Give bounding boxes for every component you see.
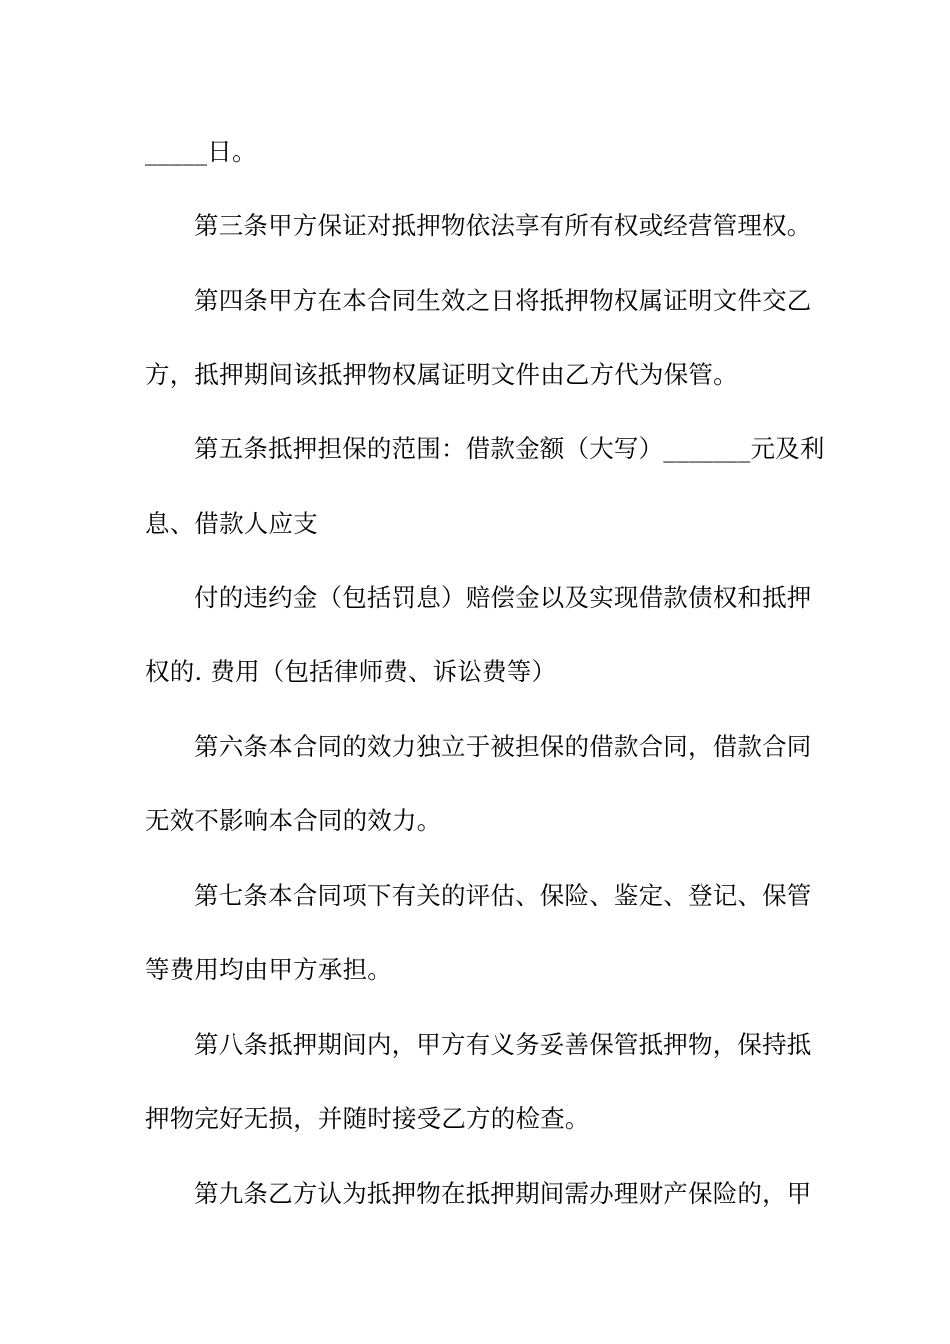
clause-7-line-1: 第七条本合同项下有关的评估、保险、鉴定、登记、保管	[194, 881, 812, 910]
clause-9-line-1: 第九条乙方认为抵押物在抵押期间需办理财产保险的，甲	[194, 1179, 812, 1208]
text-line-date-fragment: _____日。	[145, 137, 257, 166]
clause-4-line-2: 方，抵押期间该抵押物权属证明文件由乙方代为保管。	[145, 360, 738, 389]
clause-8-line-1: 第八条抵押期间内，甲方有义务妥善保管抵押物，保持抵	[194, 1030, 812, 1059]
clause-5-line-3: 付的违约金（包括罚息）赔偿金以及实现借款债权和抵押	[194, 583, 812, 612]
clause-5-line-2: 息、借款人应支	[145, 509, 318, 538]
clause-4-line-1: 第四条甲方在本合同生效之日将抵押物权属证明文件交乙	[194, 286, 812, 315]
clause-5-line-4: 权的. 费用（包括律师费、诉讼费等）	[145, 657, 557, 686]
clause-7-line-2: 等费用均由甲方承担。	[145, 955, 392, 984]
clause-5-line-1: 第五条抵押担保的范围：借款金额（大写）_______元及利	[194, 434, 825, 463]
clause-8-line-2: 押物完好无损，并随时接受乙方的检查。	[145, 1104, 590, 1133]
clause-6-line-1: 第六条本合同的效力独立于被担保的借款合同，借款合同	[194, 732, 812, 761]
clause-6-line-2: 无效不影响本合同的效力。	[145, 806, 442, 835]
clause-3-line-1: 第三条甲方保证对抵押物依法享有所有权或经营管理权。	[194, 211, 812, 240]
